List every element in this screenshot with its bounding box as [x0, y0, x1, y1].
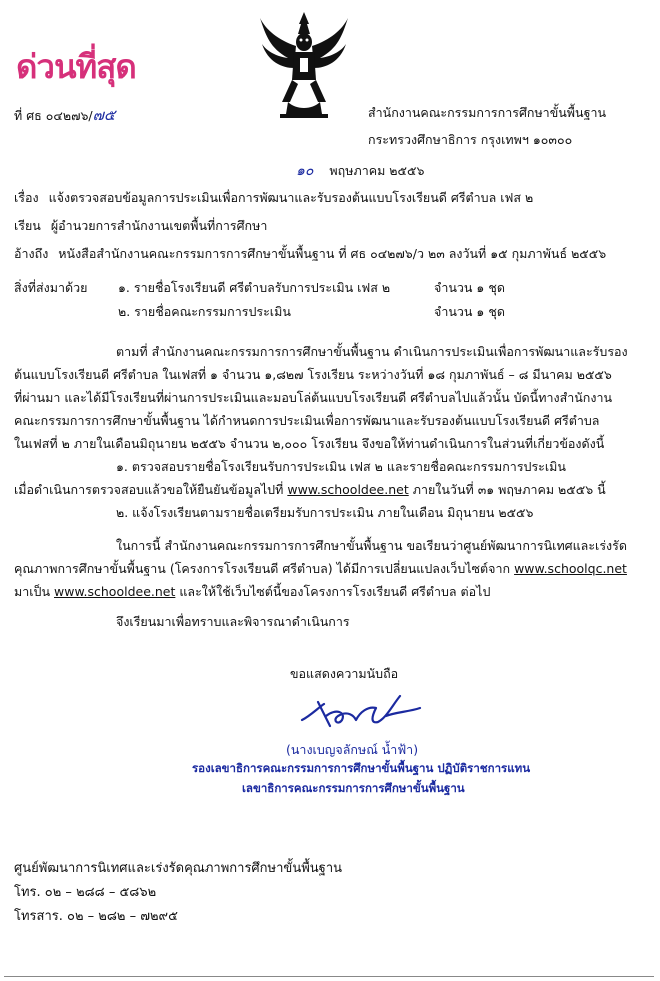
footer-tel: โทร. ๐๒ – ๒๘๘ – ๕๘๖๒: [14, 885, 157, 900]
footer-fax: โทรสาร. ๐๒ – ๒๘๒ – ๗๒๙๕: [14, 909, 178, 924]
to-text: ผู้อำนวยการสำนักงานเขตพื้นที่การศึกษา: [50, 218, 268, 233]
schooldee-link[interactable]: www.schooldee.net: [287, 482, 409, 497]
reference-text: หนังสือสำนักงานคณะกรรมการการศึกษาขั้นพื้นฐาน ที่ ศธ ๐๔๒๗๖/ว ๒๓ ลงวันที่ ๑๕ กุมภาพันธ์ ๒๕๕๖: [58, 246, 607, 261]
signatory-title-2: เลขาธิการคณะกรรมการการศึกษาขั้นพื้นฐาน: [242, 781, 465, 795]
action-item-1-continuation: [14, 480, 606, 500]
reference-label: อ้างถึง: [14, 246, 49, 261]
document-ref: [14, 103, 115, 127]
new-website-prefix: มาเป็น: [14, 584, 51, 599]
signatory-name: (นางเบญจลักษณ์ น้ำฟ้า): [286, 742, 419, 757]
enclosure-qty: จำนวน ๑ ชุด: [434, 280, 505, 295]
enclosure-item: ๑. รายชื่อโรงเรียนดี ศรีตำบลรับการประเมิน เฟส ๒: [118, 280, 391, 295]
salutation-line: [14, 216, 267, 236]
garuda-emblem-icon: [258, 10, 350, 122]
enclosures-label: สิ่งที่ส่งมาด้วย: [14, 280, 88, 295]
action-item-1-text: เมื่อดำเนินการตรวจสอบแล้วขอให้ยืนยันข้อมูลไปที่: [14, 482, 284, 497]
body-paragraph-line: คณะกรรมการการศึกษาขั้นพื้นฐาน ได้กำหนดการประเมินเพื่อการพัฒนาและรับรองต้นแบบโรงเรียนดี ศรีตำบล: [14, 413, 600, 428]
enclosure-qty: จำนวน ๑ ชุด: [434, 304, 505, 319]
schoolqc-link[interactable]: www.schoolqc.net: [514, 561, 627, 576]
urgency-stamp: ด่วนที่สุด: [16, 47, 136, 86]
body-paragraph-line: ต้นแบบโรงเรียนดี ศรีตำบล ในเฟสที่ ๑ จำนวน ๑,๘๒๗ โรงเรียน ระหว่างวันที่ ๑๘ กุมภาพันธ์ – ๘ มีนาคม ๒๕๕๖: [14, 367, 612, 382]
body-paragraph-line: ในการนี้ สำนักงานคณะกรรมการการศึกษาขั้นพื้นฐาน ขอเรียนว่าศูนย์พัฒนาการนิเทศและเร่งรัด: [116, 538, 627, 553]
website-change-text: คุณภาพการศึกษาขั้นพื้นฐาน (โครงการโรงเรียนดี ศรีตำบล) ได้มีการเปลี่ยนแปลงเว็บไซต์จาก: [14, 561, 511, 576]
reference-line: [14, 244, 606, 264]
enclosure-item: ๒. รายชื่อคณะกรรมการประเมิน: [118, 304, 291, 319]
ref-prefix: ที่ ศธ ๐๔๒๗๖/: [14, 108, 93, 123]
body-paragraph-line: ตามที่ สำนักงานคณะกรรมการการศึกษาขั้นพื้นฐาน ดำเนินการประเมินเพื่อการพัฒนาและรับรอง: [116, 344, 628, 359]
action-item-1-deadline: ภายในวันที่ ๓๑ พฤษภาคม ๒๕๕๖ นี้: [412, 482, 606, 497]
body-paragraph-line: ที่ผ่านมา และได้มีโรงเรียนที่ผ่านการประเมินและมอบโล่ต้นแบบโรงเรียนดี ศรีตำบลไปแล้วนั้น บัดนี้ทางสำนักงาน: [14, 390, 613, 405]
signatory-title: รองเลขาธิการคณะกรรมการการศึกษาขั้นพื้นฐาน ปฏิบัติราชการแทน: [192, 761, 531, 775]
new-website-line: [14, 582, 490, 602]
schooldee-link[interactable]: www.schooldee.net: [54, 584, 176, 599]
handwritten-signature: [296, 686, 426, 734]
action-item-1: ๑. ตรวจสอบรายชื่อโรงเรียนรับการประเมิน เฟส ๒ และรายชื่อคณะกรรมการประเมิน: [116, 459, 566, 474]
subject-label: เรื่อง: [14, 190, 39, 205]
ref-number: ๗๕: [92, 106, 116, 124]
sender-address: กระทรวงศึกษาธิการ กรุงเทพฯ ๑๐๓๐๐: [368, 132, 573, 147]
subject-line: [14, 188, 533, 208]
body-paragraph-line: ในเฟสที่ ๒ ภายในเดือนมิถุนายน ๒๕๕๖ จำนวน ๒,๐๐๐ โรงเรียน จึงขอให้ท่านดำเนินการในส่วนที่เกี่ยวข้องดังนี้: [14, 436, 605, 451]
website-change-line: [14, 559, 627, 579]
footer-office: ศูนย์พัฒนาการนิเทศและเร่งรัดคุณภาพการศึกษาขั้นพื้นฐาน: [14, 861, 343, 876]
date-day: ๑๐: [296, 163, 314, 179]
closing-phrase: ขอแสดงความนับถือ: [290, 666, 399, 681]
closing-request: จึงเรียนมาเพื่อทราบและพิจารณาดำเนินการ: [116, 614, 350, 629]
document-date: [296, 160, 424, 182]
action-item-2: ๒. แจ้งโรงเรียนตามรายชื่อเตรียมรับการประเมิน ภายในเดือน มิถุนายน ๒๕๕๖: [116, 505, 534, 520]
subject-text: แจ้งตรวจสอบข้อมูลการประเมินเพื่อการพัฒนาและรับรองต้นแบบโรงเรียนดี ศรีตำบล เฟส ๒: [48, 190, 534, 205]
sender-org: สำนักงานคณะกรรมการการศึกษาขั้นพื้นฐาน: [368, 105, 607, 120]
page-bottom-divider: [4, 976, 654, 977]
date-month-year: พฤษภาคม ๒๕๕๖: [329, 163, 425, 178]
new-website-suffix: และให้ใช้เว็บไซต์นี้ของโครงการโรงเรียนดี ศรีตำบล ต่อไป: [179, 584, 491, 599]
to-label: เรียน: [14, 218, 41, 233]
